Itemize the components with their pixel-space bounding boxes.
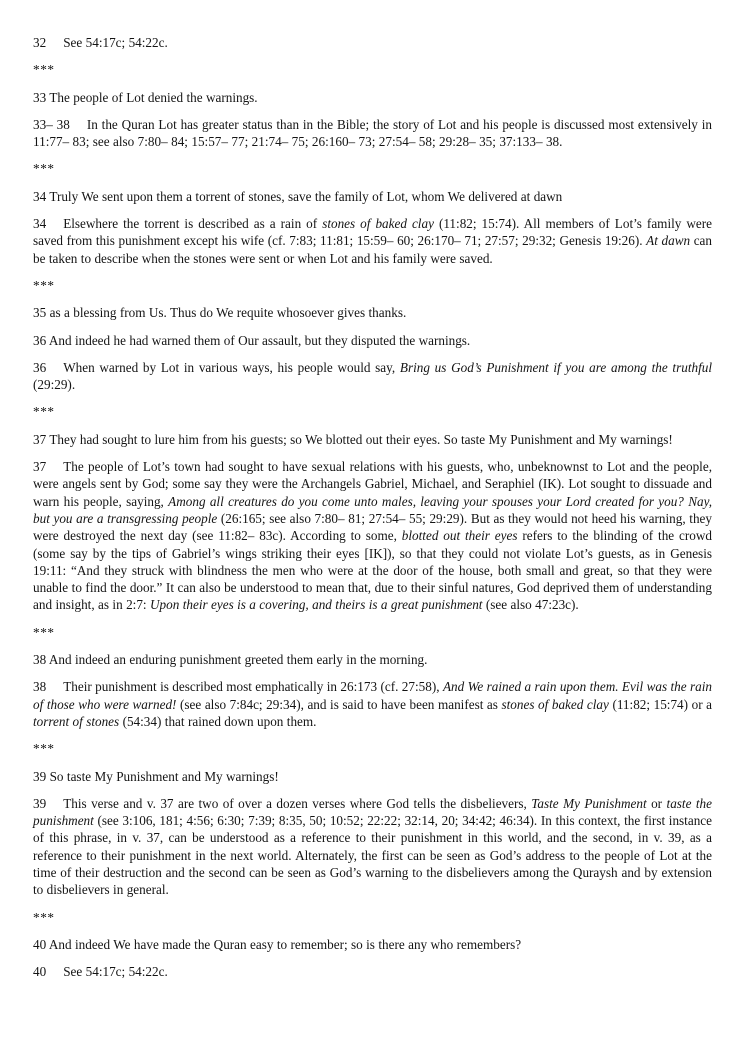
commentary-note: [33, 34, 712, 51]
verse-number: 40: [33, 936, 47, 952]
prose-run: (54:34) that rained down upon them.: [119, 713, 317, 729]
prose-run: Their punishment is described most emphatically in 26:173 (cf. 27:58),: [63, 679, 443, 695]
prose-run: refers to the blinding of the crowd (some say by the tips of Gabriel’s wings striking their eyes [IK]), so that they could not violate Lot’s guests, as in Genesis 19:11: “And they struck with blindness the men who were at the door of the house, both small and great, so that they were unable to find the door.” It can also be understood to mean that, due to their sinful natures, God deprived them of understanding and insight, as in 2:7:: [33, 528, 712, 613]
verse-translation: [33, 89, 712, 106]
commentary-text: [33, 679, 712, 729]
prose-run: (11:82; 15:74). All members of Lot’s family were saved from this punishment except his wife (cf. 7:83; 11:81; 15:59– 60; 26:170– 71; 27:57; 29:32; Genesis 19:26).: [33, 216, 712, 249]
commentary-note: [33, 795, 712, 899]
commentary-note: [33, 458, 712, 614]
section-separator: ***: [33, 741, 55, 757]
verse-number: 35: [33, 305, 47, 321]
verse-translation: [33, 936, 712, 953]
prose-run: (see also 7:84c; 29:34), and is said to have been manifest as: [176, 696, 502, 712]
commentary-note: [33, 359, 712, 394]
verse-translation: [33, 768, 712, 785]
verse-number: 39: [33, 768, 47, 784]
quoted-scripture: And We rained a rain upon them. Evil was the rain of those who were warned!: [33, 679, 712, 712]
section-separator: ***: [33, 277, 55, 293]
prose-run: (see 3:106, 181; 4:56; 6:30; 7:39; 8:35, 50; 10:52; 22:22; 32:14, 20; 34:42; 46:34). In this context, the first instance of this phrase, in v. 37, can be understood as a reference to their punishment in this world, and the second, in v. 39, as a reference to their punishment in the next world. Alternately, the first can be seen as God’s address to the people of Lot at the time of their destruction and the second can be seen as God’s warning to the disbelievers among the Quraysh and by extension to disbelievers in general.: [33, 813, 712, 898]
quoted-scripture: Bring us God’s Punishment if you are among the truthful: [399, 359, 712, 375]
commentary-note: [33, 116, 712, 151]
commentary-note: [33, 215, 712, 267]
section-separator: ***: [33, 624, 55, 640]
commentary-note: [33, 678, 712, 730]
commentary-number: 37: [33, 459, 47, 475]
verse-translation: [33, 431, 712, 448]
prose-run: (11:82; 15:74) or a: [608, 696, 713, 712]
section-separator: ***: [33, 404, 55, 420]
commentary-text: [33, 216, 712, 266]
verse-text: They had sought to lure him from his guests; so We blotted out their eyes. So taste My Punishment and My warnings!: [49, 431, 673, 447]
section-separator: ***: [33, 909, 55, 925]
verse-translation: [33, 651, 712, 668]
verse-translation: [33, 188, 712, 205]
verse-text: as a blessing from Us. Thus do We requite whosoever gives thanks.: [49, 305, 407, 321]
verse-number: 38: [33, 652, 47, 668]
verse-number: 36: [33, 332, 47, 348]
verse-number: 33: [33, 89, 47, 105]
commentary-number: 38: [33, 679, 47, 695]
commentary-number: 36: [33, 359, 47, 375]
commentary-text: [33, 360, 712, 392]
prose-run: or: [646, 795, 667, 811]
prose-run: The people of Lot’s town had sought to have sexual relations with his guests, who, unbeknownst to Lot and the people, were angels sent by God; some say they were the Archangels Gabriel, Michael, and Seraphiel (IK). Lot sought to dissuade and warn his people, saying,: [33, 459, 712, 509]
verse-text: The people of Lot denied the warnings.: [49, 89, 258, 105]
quoted-scripture: Taste My Punishment: [531, 795, 647, 811]
section-separator: ***: [33, 62, 55, 78]
verse-text: Truly We sent upon them a torrent of stones, save the family of Lot, whom We delivered at dawn: [49, 188, 563, 204]
commentary-number: 33– 38: [33, 116, 70, 132]
commentary-number: 32: [33, 35, 47, 50]
section-separator: ***: [33, 161, 55, 177]
quoted-scripture: torrent of stones: [33, 713, 120, 729]
prose-run: (see also 47:23c).: [482, 597, 579, 613]
prose-run: This verse and v. 37 are two of over a dozen verses where God tells the disbelievers,: [63, 795, 532, 811]
verse-text: And indeed We have made the Quran easy to remember; so is there any who remembers?: [48, 936, 522, 952]
verse-translation: [33, 332, 712, 349]
verse-text: So taste My Punishment and My warnings!: [49, 768, 279, 784]
commentary-text: See 54:17c; 54:22c.: [63, 964, 168, 980]
verse-number: 34: [33, 188, 47, 204]
document-body: [33, 34, 712, 980]
prose-run: (29:29).: [33, 377, 76, 393]
commentary-text: In the Quran Lot has greater status than in the Bible; the story of Lot and his people is discussed most extensively in 11:77– 83; see also 7:80– 84; 15:57– 77; 21:74– 75; 26:160– 73; 27:54– 58; 29:28– 35; 37:133– 38.: [33, 116, 713, 150]
commentary-number: 34: [33, 216, 47, 232]
quoted-scripture: At dawn: [646, 233, 691, 249]
quoted-scripture: Among all creatures do you come unto males, leaving your spouses your Lord created for you? Nay, but you are a transgressing people: [33, 493, 713, 526]
commentary-text: [33, 796, 712, 897]
verse-number: 37: [33, 431, 47, 447]
commentary-text: [33, 459, 712, 612]
commentary-number: 39: [33, 795, 47, 811]
quoted-scripture: stones of baked clay: [501, 696, 609, 712]
verse-text: And indeed he had warned them of Our assault, but they disputed the warnings.: [48, 332, 471, 348]
quoted-scripture: Upon their eyes is a covering, and theirs is a great punishment: [150, 597, 483, 613]
commentary-text: See 54:17c; 54:22c.: [63, 35, 168, 50]
verse-translation: [33, 304, 712, 321]
quoted-scripture: stones of baked clay: [322, 216, 434, 232]
commentary-note: [33, 963, 712, 980]
quoted-scripture: blotted out their eyes: [401, 528, 518, 544]
prose-run: (26:165; see also 7:80– 81; 27:54– 55; 29:29). But as they would not heed his warning, they were destroyed the next day (see 11:82– 83c). According to some,: [33, 510, 712, 544]
prose-run: When warned by Lot in various ways, his people would say,: [63, 359, 400, 375]
verse-text: And indeed an enduring punishment greeted them early in the morning.: [48, 652, 428, 668]
quoted-scripture: taste the punishment: [33, 795, 712, 829]
prose-run: Elsewhere the torrent is described as a rain of: [63, 216, 323, 232]
commentary-number: 40: [33, 964, 47, 980]
prose-run: can be taken to describe when the stones were sent or when Lot and his family were saved.: [33, 233, 712, 266]
